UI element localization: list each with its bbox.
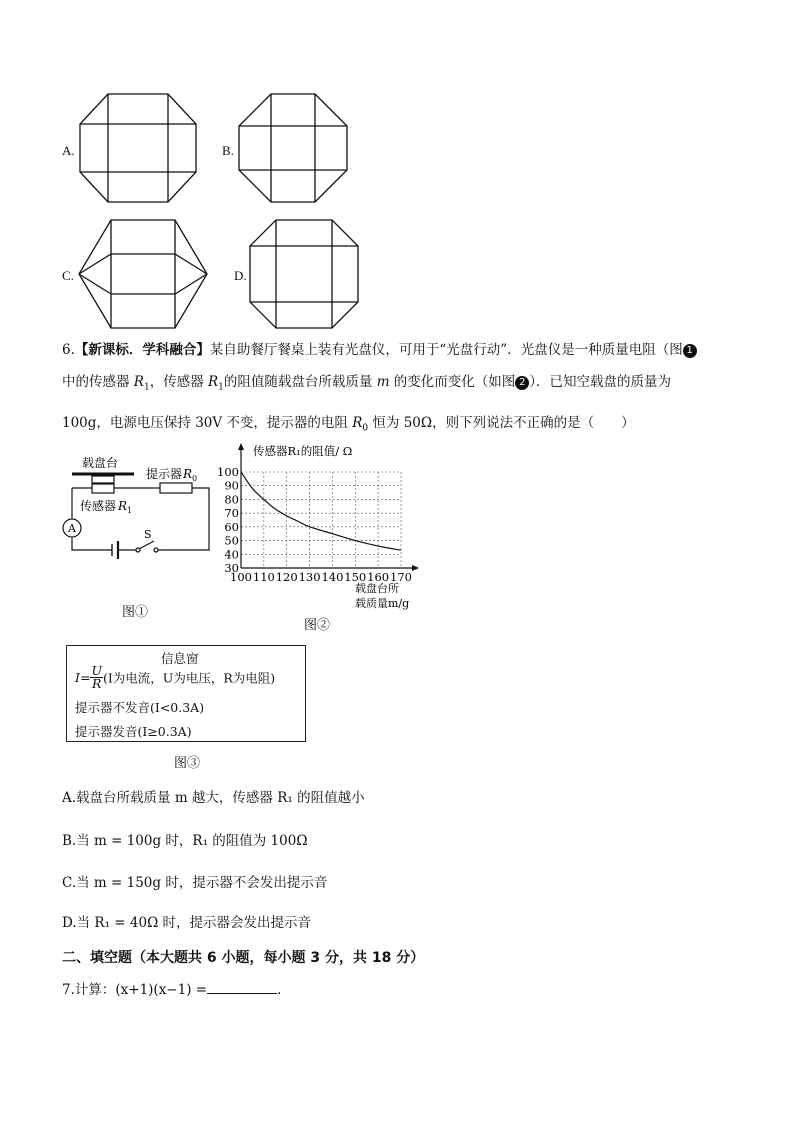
q6-text-2b: ，传感器 [149,374,208,390]
q7-answer-blank[interactable] [207,981,277,994]
q7 [62,980,281,1000]
option-c-label: C. [62,268,74,283]
option-b-label: B. [222,143,234,158]
answer-d[interactable]: D.当 R₁ = 40Ω 时，提示器会发出提示音 [62,915,312,931]
q6-text-2e: ）．已知空载盘的质量为 [529,374,672,390]
formula-desc: (I为电流，U为电压，R为电阻) [102,670,276,686]
q7-end: . [277,982,282,998]
formula-r: R [92,676,102,691]
x-tick-100: 100 [230,570,252,584]
resistance-mass-chart [217,440,425,625]
q7-text: 7.计算：(x+1)(x−1) = [62,982,208,998]
answer-b[interactable]: B.当 m = 100g 时，R₁ 的阻值为 100Ω [62,833,308,849]
y-tick-90: 90 [224,478,239,493]
chart-grid [241,472,401,568]
fig2-caption: 图② [304,618,331,633]
answer-c[interactable]: C.当 m = 150g 时，提示器不会发出提示音 [62,875,328,891]
chart-xlabel-line1: 载盘台所 [355,582,399,595]
formula-u: U [91,663,102,678]
q6-text-1: 某自助餐厅餐桌上装有光盘仪，可用于“光盘行动”．光盘仪是一种质量电阻（图 [209,342,683,358]
figure-option-a [78,92,198,204]
q6-text-2a: 中的传感器 [62,374,134,390]
y-tick-100: 100 [217,465,239,479]
info-line-3: 提示器发音(I≥0.3A) [75,724,192,739]
formula-eq: = [79,670,91,685]
option-a-label: A. [62,143,75,158]
q6-text-3b: 恒为 50Ω，则下列说法不正确的是（ ） [368,415,635,431]
chart-xlabel-line2: 载质量m/g [355,597,410,610]
formula-fraction [90,665,103,690]
sub-1-b: 1 [218,382,224,393]
sub-1: 1 [143,382,150,393]
fig3-caption: 图③ [174,756,201,771]
x-tick-110: 110 [252,570,275,584]
q6-tag: 【新课标．学科融合】 [74,342,210,358]
ammeter-symbol: A [68,522,76,535]
info-formula [75,665,275,691]
y-tick-80: 80 [224,492,239,507]
sensor-var: R [118,499,128,513]
buzzer-var: R [183,467,193,481]
y-axis-arrow [238,443,244,450]
sensor-sub: 1 [127,506,133,515]
tray-label: 载盘台 [82,456,119,470]
y-tick-50: 50 [224,533,239,548]
section-2-title: 二、填空题（本大题共 6 小题，每小题 3 分，共 18 分） [62,950,425,966]
sensor-label: 传感器 [80,499,117,513]
x-tick-120: 120 [275,570,298,584]
y-tick-30: 30 [224,561,239,575]
figure-option-d [248,218,360,330]
q6-text-2d: 的变化而变化（如图 [389,374,516,390]
sub-0: 0 [362,423,369,434]
q6-line-2 [62,372,671,398]
figure-option-b [237,92,349,204]
answer-a[interactable]: A.载盘台所载质量 m 越大，传感器 R₁ 的阻值越小 [62,790,365,806]
x-tick-150: 150 [344,570,367,584]
chart-title: 传感器R₁的阻值/ Ω [253,444,353,458]
q6-text-3a: 100g，电源电压保持 30V 不变，提示器的电阻 [62,415,353,431]
y-tick-70: 70 [224,506,239,521]
chart-axes [238,443,419,571]
buzzer-sub: 0 [192,474,198,483]
circled-two: 2 [515,376,529,390]
figure-option-c [77,218,209,330]
y-tick-40: 40 [224,547,239,562]
buzzer-label: 提示器 [146,467,183,481]
circled-one: 1 [683,344,697,358]
var-m: m [376,374,390,390]
formula-i: I [75,670,80,685]
x-tick-140: 140 [321,570,344,584]
var-r1: R [133,374,144,390]
x-tick-160: 160 [367,570,390,584]
fig1-caption: 图① [122,605,149,620]
circuit-diagram [62,452,222,567]
var-r1-b: R [208,374,219,390]
info-title: 信息窗 [161,651,199,666]
switch-label: S [144,528,152,541]
x-axis-arrow [412,565,419,571]
y-tick-60: 60 [224,519,239,534]
var-r0: R [352,415,363,431]
option-d-label: D. [234,268,247,283]
q6-text-2c: 的阻值随载盘台所载质量 [223,374,377,390]
q6-number: 6. [62,342,75,358]
q6-line-1 [62,340,697,360]
x-tick-170: 170 [390,570,412,584]
info-window [66,645,306,742]
chart-series-r1 [241,472,401,550]
q6-line-3 [62,413,635,439]
x-tick-130: 130 [298,570,321,584]
info-line-2: 提示器不发音(I<0.3A) [75,700,205,715]
